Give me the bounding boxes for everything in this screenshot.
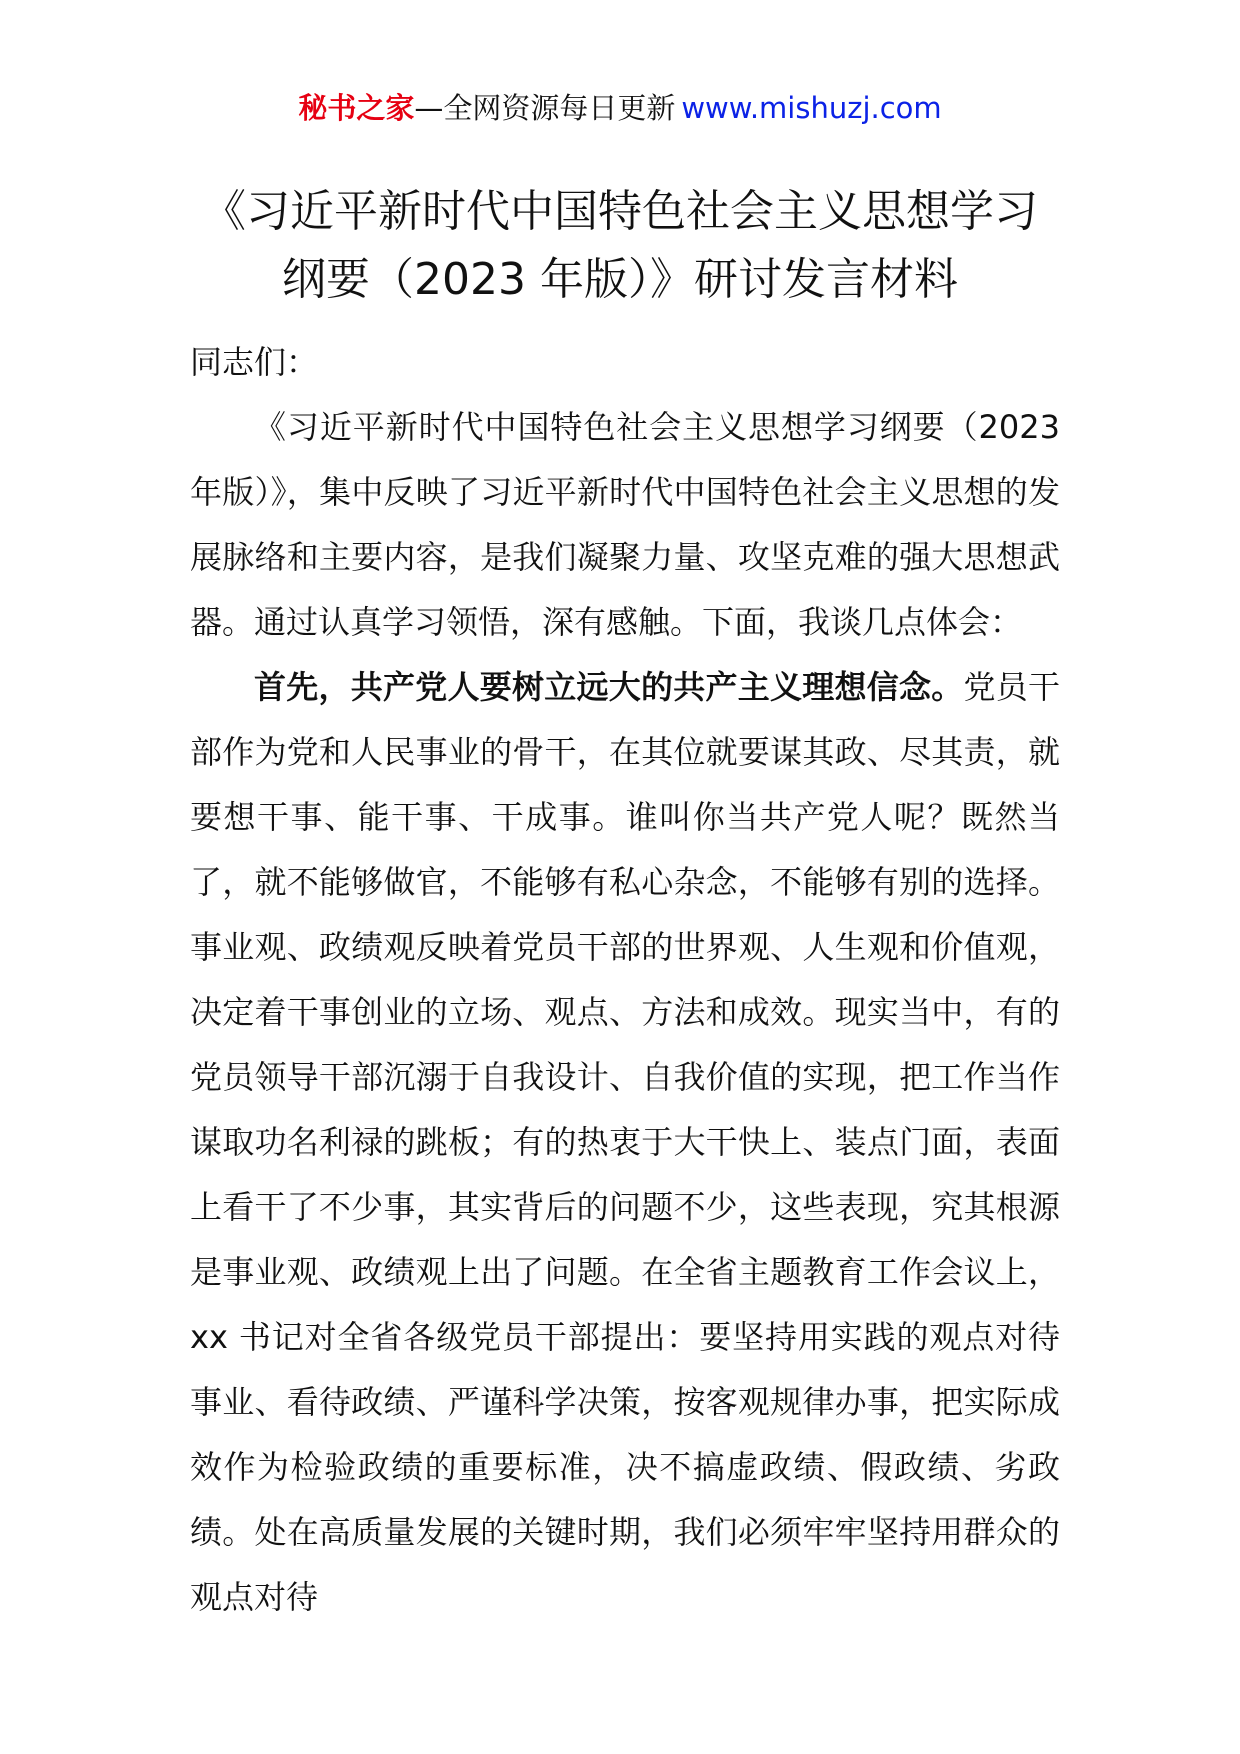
document-body	[190, 330, 1060, 1630]
paragraph-body-text: 党员干部作为党和人民事业的骨干，在其位就要谋其政、尽其责，就要想干事、能干事、干成事。谁叫你当共产党人呢？既然当了，就不能够做官，不能够有私心杂念，不能够有别的选择。事业观、政绩观反映着党员干部的世界观、人生观和价值观，决定着干事创业的立场、观点、方法和成效。现实当中，有的党员领导干部沉溺于自我设计、自我价值的实现，把工作当作谋取功名利禄的跳板；有的热衷于大干快上、装点门面，表面上看干了不少事，其实背后的问题不少，这些表现，究其根源是事业观、政绩观上出了问题。在全省主题教育工作会议上，xx 书记对全省各级党员干部提出：要坚持用实践的观点对待事业、看待政绩、严谨科学决策，按客观规律办事，把实际成效作为检验政绩的重要标准，决不搞虚政绩、假政绩、劣政绩。处在高质量发展的关键时期，我们必须牢牢坚持用群众的观点对待	[190, 668, 1060, 1616]
site-name: 秘书之家	[298, 91, 415, 125]
paragraph-lead-sentence: 首先，共产党人要树立远大的共产主义理想信念。	[254, 668, 964, 706]
site-url-link[interactable]: www.mishuzj.com	[681, 91, 942, 125]
document-title: 《习近平新时代中国特色社会主义思想学习纲要（2023 年版）》研讨发言材料	[202, 186, 1038, 305]
salutation: 同志们：	[190, 343, 319, 381]
paragraph-first-point	[190, 655, 1060, 1630]
site-header	[0, 88, 1240, 128]
site-slogan: —全网资源每日更新	[414, 91, 676, 125]
paragraph-intro: 《习近平新时代中国特色社会主义思想学习纲要（2023 年版）》，集中反映了习近平新时代中国特色社会主义思想的发展脉络和主要内容，是我们凝聚力量、攻坚克难的强大思想武器。通过认真学习领悟，深有感触。下面，我谈几点体会：	[190, 408, 1060, 641]
